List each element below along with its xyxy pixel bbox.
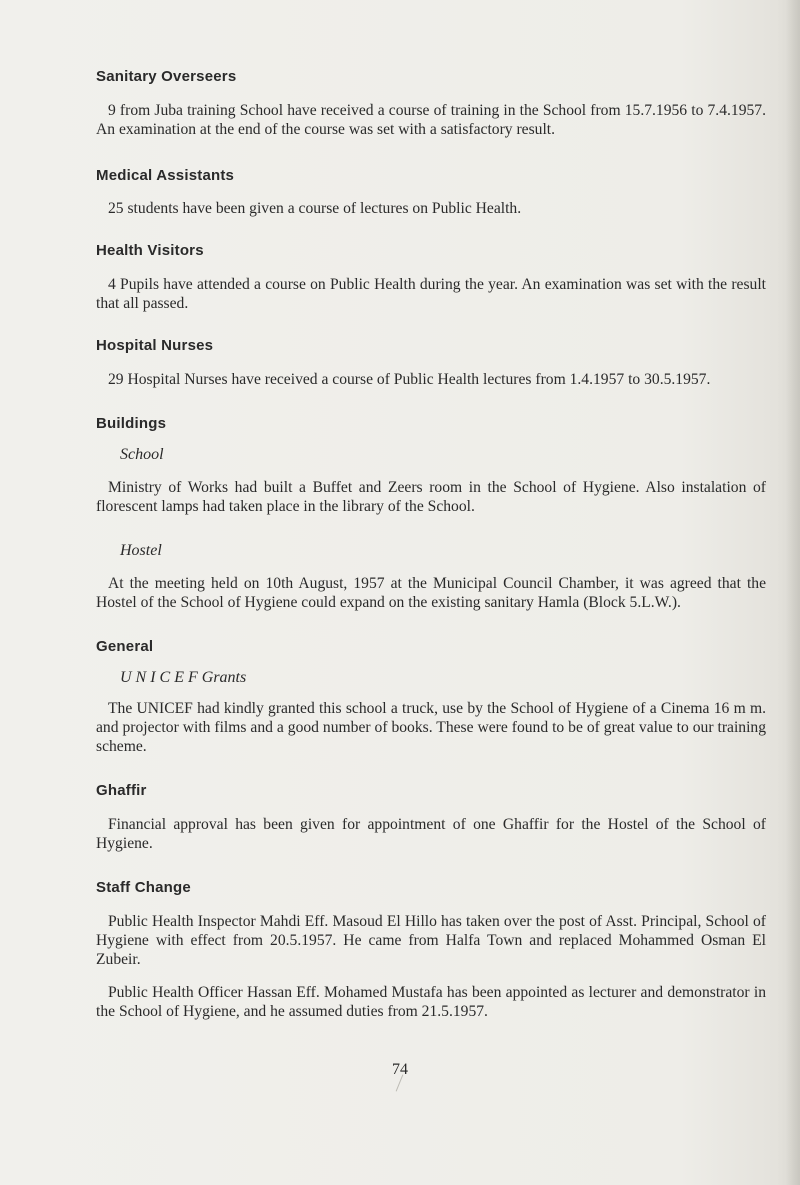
- section-heading-health-visitors: Health Visitors: [96, 242, 204, 259]
- subheading-unicef-grants: U N I C E F Grants: [120, 669, 247, 686]
- section-heading-hospital-nurses: Hospital Nurses: [96, 337, 214, 354]
- section-heading-medical-assistants: Medical Assistants: [96, 167, 235, 184]
- paragraph: The UNICEF had kindly granted this school a truck, use by the School of Hygiene of a Cinema 16 m m. and projector with films and a good number of books. These were found to be of great value to our training scheme.: [96, 700, 766, 755]
- paragraph: At the meeting held on 10th August, 1957 at the Municipal Council Chamber, it was agreed that the Hostel of the School of Hygiene could expand on the existing sanitary Hamla (Block 5.L.W.).: [96, 575, 766, 611]
- section-heading-ghaffir: Ghaffir: [96, 782, 147, 799]
- document-body: [96, 68, 766, 1021]
- page-number: 74: [392, 1061, 408, 1078]
- paragraph: Public Health Inspector Mahdi Eff. Masoud El Hillo has taken over the post of Asst. Principal, School of Hygiene with effect from 20.5.1957. He came from Halfa Town and replaced Mohammed Osman El Zubeir.: [96, 913, 766, 968]
- section-heading-sanitary-overseers: Sanitary Overseers: [96, 68, 237, 85]
- page-edge-shadow: [786, 0, 800, 1185]
- paragraph: Public Health Officer Hassan Eff. Mohamed Mustafa has been appointed as lecturer and demonstrator in the School of Hygiene, and he assumed duties from 21.5.1957.: [96, 984, 766, 1020]
- section-heading-general: General: [96, 638, 154, 655]
- subheading-hostel: Hostel: [120, 542, 162, 559]
- paragraph: 9 from Juba training School have received a course of training in the School from 15.7.1956 to 7.4.1957. An examination at the end of the course was set with a satisfactory result.: [96, 102, 766, 138]
- paragraph: 4 Pupils have attended a course on Public Health during the year. An examination was set with the result that all passed.: [96, 276, 766, 312]
- paragraph: 25 students have been given a course of lectures on Public Health.: [108, 200, 522, 217]
- subheading-school: School: [120, 446, 164, 463]
- section-heading-staff-change: Staff Change: [96, 879, 191, 896]
- paragraph: Ministry of Works had built a Buffet and Zeers room in the School of Hygiene. Also instalation of florescent lamps had taken place in the library of the School.: [96, 479, 766, 515]
- paragraph: Financial approval has been given for appointment of one Ghaffir for the Hostel of the School of Hygiene.: [96, 816, 766, 852]
- paragraph: 29 Hospital Nurses have received a course of Public Health lectures from 1.4.1957 to 30.5.1957.: [108, 371, 711, 388]
- section-heading-buildings: Buildings: [96, 415, 167, 432]
